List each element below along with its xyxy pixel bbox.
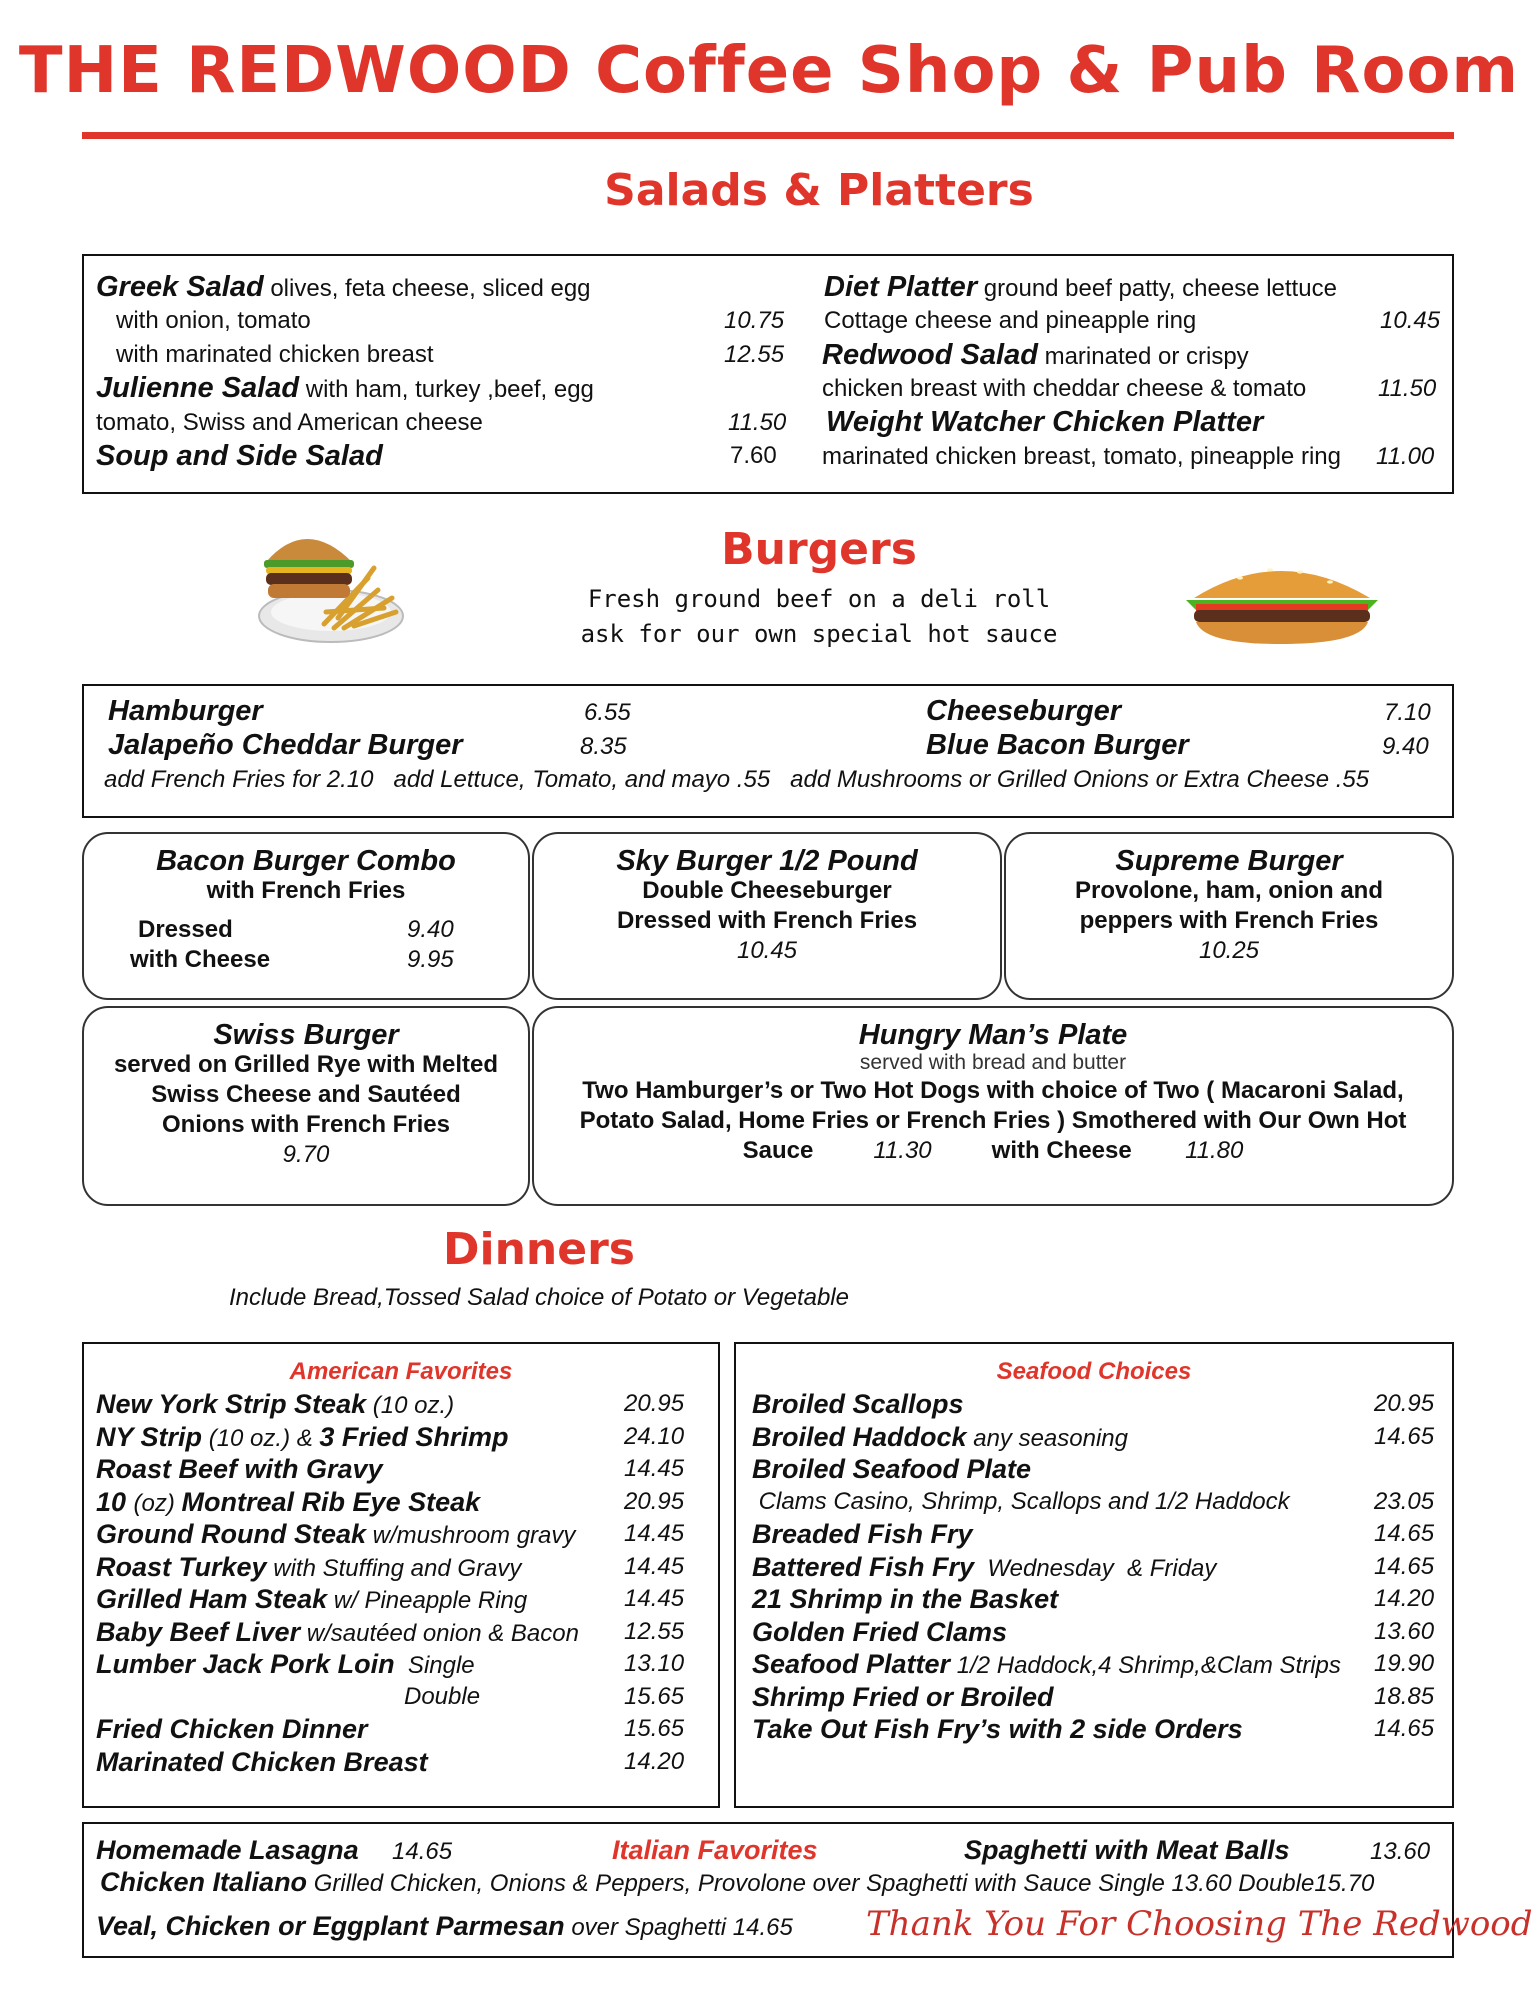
soup-price: 7.60: [730, 442, 777, 469]
redwood-desc: chicken breast with cheddar cheese & tomato: [822, 375, 1307, 402]
spaghetti-meatballs: Spaghetti with Meat Balls: [964, 1835, 1290, 1865]
sky-burger: Sky Burger 1/2 Pound Double Cheeseburger Dressed with French Fries 10.45: [532, 832, 1002, 1000]
american-item: Baby Beef Liver w/sautéed onion & Bacon: [96, 1616, 579, 1647]
american-item-price: 15.65: [624, 1715, 685, 1742]
ww-price: 11.00: [1376, 443, 1435, 470]
hamburger: Hamburger: [108, 695, 263, 727]
soup-salad: Soup and Side Salad: [96, 440, 383, 472]
burgers-blurb-2: ask for our own special hot sauce: [580, 620, 1058, 648]
diet-platter: Diet Platter ground beef patty, cheese lettuce: [824, 271, 1337, 303]
american-item: Marinated Chicken Breast: [96, 1746, 428, 1777]
chicken-italiano: Chicken Italiano Grilled Chicken, Onions & Peppers, Provolone over Spaghetti with Sauce Single 13.60 Double15.70: [100, 1867, 1375, 1897]
seafood-item: Seafood Platter 1/2 Haddock,4 Shrimp,&Clam Strips: [752, 1649, 1341, 1679]
greek-salad: Greek Salad olives, feta cheese, sliced egg: [96, 271, 591, 303]
seafood-item-price: 23.05: [1374, 1487, 1435, 1515]
american-item: 10 (oz) Montreal Rib Eye Steak: [96, 1486, 481, 1517]
american-item-price: 14.45: [624, 1520, 685, 1547]
ww-desc: marinated chicken breast, tomato, pineapple ring: [822, 443, 1341, 470]
seafood-item-price: 14.20: [1374, 1585, 1435, 1612]
american-item: Ground Round Steak w/mushroom gravy: [96, 1519, 576, 1549]
american-item: Roast Turkey with Stuffing and Gravy: [96, 1551, 522, 1582]
seafood-item: Battered Fish Fry Wednesday & Friday: [752, 1551, 1217, 1582]
american-item: Grilled Ham Steak w/ Pineapple Ring: [96, 1584, 528, 1614]
greek-onion: with onion, tomato: [116, 307, 311, 334]
dinners-subtitle: Include Bread,Tossed Salad choice of Potato or Vegetable: [229, 1284, 849, 1311]
jalapeno-price: 8.35: [580, 733, 627, 760]
american-item: Lumber Jack Pork Loin Single: [96, 1649, 475, 1679]
burgers-blurb-1: Fresh ground beef on a deli roll: [587, 585, 1051, 613]
julienne-desc: tomato, Swiss and American cheese: [96, 409, 483, 436]
american-item-price: 13.10: [624, 1650, 685, 1677]
american-item-price: 20.95: [624, 1390, 685, 1417]
hamburger-price: 6.55: [584, 699, 631, 726]
burger-icon: [1180, 554, 1386, 646]
american-item: NY Strip (10 oz.) & 3 Fried Shrimp: [96, 1421, 509, 1452]
greek-onion-price: 10.75: [724, 307, 785, 334]
parmesan: Veal, Chicken or Eggplant Parmesan over Spaghetti 14.65: [96, 1911, 793, 1941]
dinners-heading: Dinners: [443, 1224, 635, 1275]
seafood-heading: Seafood Choices: [996, 1358, 1192, 1385]
greek-chicken: with marinated chicken breast: [116, 341, 434, 368]
bacon-burger-combo: Bacon Burger Combo with French Fries Dressed 9.40 with Cheese 9.95: [82, 832, 530, 1000]
redwood-price: 11.50: [1378, 375, 1437, 402]
lasagna: Homemade Lasagna: [96, 1835, 359, 1865]
american-item: Double: [404, 1682, 481, 1710]
diet-desc: Cottage cheese and pineapple ring: [824, 307, 1197, 334]
american-heading: American Favorites: [289, 1358, 513, 1385]
american-item-price: 14.20: [624, 1747, 685, 1775]
ww-platter: Weight Watcher Chicken Platter: [826, 406, 1264, 438]
diet-price: 10.45: [1380, 307, 1441, 334]
burger-addons: add French Fries for 2.10 add Lettuce, Tomato, and mayo .55 add Mushrooms or Grilled Onions or Extra Cheese .55: [104, 766, 1370, 793]
american-item-price: 15.65: [624, 1682, 685, 1710]
swiss-burger: Swiss Burger served on Grilled Rye with Melted Swiss Cheese and Sautéed Onions with French Fries 9.70: [82, 1006, 530, 1206]
seafood-item-price: 18.85: [1374, 1682, 1435, 1710]
seafood-item-price: 19.90: [1374, 1650, 1435, 1677]
american-item: Roast Beef with Gravy: [96, 1454, 383, 1484]
seafood-item: Broiled Scallops: [752, 1389, 964, 1419]
seafood-item: Golden Fried Clams: [752, 1616, 1008, 1647]
supreme-burger: Supreme Burger Provolone, ham, onion and peppers with French Fries 10.25: [1004, 832, 1454, 1000]
seafood-item-price: 13.60: [1374, 1617, 1435, 1645]
italian-box: [82, 1822, 1533, 1958]
american-item-price: 14.45: [624, 1552, 685, 1580]
american-item-price: 24.10: [624, 1422, 685, 1450]
seafood-item-price: 14.65: [1374, 1520, 1435, 1547]
bluebacon-price: 9.40: [1382, 733, 1429, 760]
page-title: THE REDWOOD Coffee Shop & Pub Room: [18, 34, 1520, 108]
julienne-price: 11.50: [728, 409, 787, 436]
seafood-item-price: 14.65: [1374, 1715, 1435, 1742]
burgers-box: [82, 684, 1454, 818]
spaghetti-price: 13.60: [1370, 1838, 1431, 1865]
title-divider: [82, 132, 1454, 139]
seafood-item: Take Out Fish Fry’s with 2 side Orders: [752, 1714, 1243, 1744]
american-item-price: 12.55: [624, 1617, 685, 1645]
seafood-item-price: 20.95: [1374, 1390, 1435, 1417]
american-favorites-box: [82, 1342, 720, 1808]
thank-you-message: Thank You For Choosing The Redwood: [866, 1904, 1533, 1944]
salads-box: [82, 254, 1454, 494]
burgers-heading: Burgers: [721, 524, 917, 575]
seafood-item-price: 14.65: [1374, 1422, 1435, 1450]
american-item: New York Strip Steak (10 oz.): [96, 1389, 455, 1419]
american-item-price: 14.45: [624, 1585, 685, 1612]
greek-chicken-price: 12.55: [724, 341, 785, 368]
american-item-price: 14.45: [624, 1455, 685, 1482]
seafood-item: 21 Shrimp in the Basket: [752, 1584, 1059, 1614]
cheeseburger-price: 7.10: [1384, 699, 1431, 726]
american-item-price: 20.95: [624, 1487, 685, 1515]
american-item: Fried Chicken Dinner: [96, 1714, 368, 1744]
blue-bacon-burger: Blue Bacon Burger: [926, 729, 1189, 761]
seafood-item: Breaded Fish Fry: [752, 1519, 973, 1549]
seafood-item: Broiled Seafood Plate: [752, 1454, 1032, 1484]
seafood-box: [734, 1342, 1454, 1808]
seafood-item: Shrimp Fried or Broiled: [752, 1681, 1054, 1712]
seafood-item-price: 14.65: [1374, 1552, 1435, 1580]
italian-heading: Italian Favorites: [612, 1835, 818, 1865]
seafood-item: Clams Casino, Shrimp, Scallops and 1/2 Haddock: [752, 1487, 1290, 1515]
hungry-mans-plate: Hungry Man’s Plate served with bread and butter Two Hamburger’s or Two Hot Dogs with choice of Two ( Macaroni Salad, Potato Salad, Home Fries or French Fries ) Smothered with Our Own Hot Sauce 11.30 with Cheese 11.80: [532, 1006, 1454, 1206]
cheeseburger: Cheeseburger: [926, 695, 1122, 727]
julienne-salad: Julienne Salad with ham, turkey ,beef, egg: [96, 372, 594, 404]
lasagna-price: 14.65: [392, 1838, 453, 1865]
salads-heading: Salads & Platters: [604, 165, 1034, 216]
redwood-salad: Redwood Salad marinated or crispy: [822, 339, 1249, 371]
jalapeno-burger: Jalapeño Cheddar Burger: [108, 729, 463, 761]
seafood-item: Broiled Haddock any seasoning: [752, 1421, 1128, 1452]
